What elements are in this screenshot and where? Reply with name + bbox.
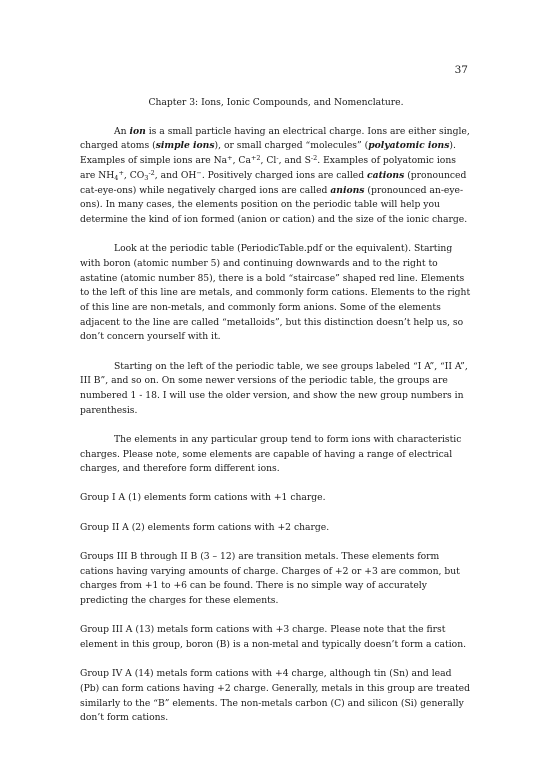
formula-ammonium (98, 170, 124, 181)
formula-text: NH (98, 169, 115, 181)
charge-superscript: − (196, 168, 202, 177)
paragraph-characteristic-charges: The elements in any particular group tend to form ions with characteristic charges. Please note, some elements are capable of having a range of electrical charges, and therefore form different ions. (80, 433, 462, 475)
charge-superscript: - (276, 154, 279, 163)
text-run: , Ca (232, 155, 251, 167)
paragraph-transition-metals: Groups III B through II B (3 – 12) are transition metals. These elements form cations having varying amounts of charge. Charges of +2 or +3 are common, but charges from +1 to +6 can be found. There is no simple way of accurately predicting the charges for these elements. (80, 550, 460, 606)
text-run: An (114, 125, 130, 137)
charge-superscript: + (118, 168, 124, 177)
formula-subscript: 3 (144, 173, 149, 182)
term-polyatomic-ions: polyatomic ions (368, 140, 450, 152)
term-ion: ion (129, 125, 146, 137)
paragraph-ion-definition (80, 125, 472, 228)
formula-subscript: 4 (114, 173, 119, 182)
charge-superscript: + (227, 154, 233, 163)
text-run: (pronounced cat-eye-ons) while negatively charged ions are called (80, 169, 467, 196)
paragraph-periodic-table: Look at the periodic table (PeriodicTable.pdf or the equivalent). Starting with boron (atomic number 5) and continuing downwards and to the right to astatine (atomic number 85), there is a bold “staircase” shaped red line. Elements to the left of this line are metals, and commonly form cations. Elements to the right of this line are non-metals, and commonly form anions. Some of the elements adjacent to the line are called “metalloids”, but this distinction doesn’t help us, so don’t concern yourself with it. (80, 243, 471, 343)
chapter-title: Chapter 3: Ions, Ionic Compounds, and Nomenclature. (148, 97, 404, 108)
text-run: (pronounced an-eye-ons). In many cases, the elements position on the periodic table will help you determine the kind of ion formed (anion or cation) and the size of the ionic charge. (80, 184, 468, 225)
text-run: , and OH (154, 169, 197, 181)
charge-superscript: +2 (250, 154, 261, 163)
paragraph-group-1a: Group I A (1) elements form cations with +1 charge. (80, 492, 326, 504)
text-run: ). Examples of simple ions are Na (80, 140, 456, 167)
page-number: 37 (454, 64, 468, 76)
charge-superscript: -2 (310, 154, 318, 163)
page-content (80, 96, 472, 740)
paragraph-group-4a: Group IV A (14) metals form cations with +4 charge, although tin (Sn) and lead (Pb) can form cations having +2 charge. Generally, metals in this group are treated similarly to the “B” elements. The non-metals carbon (C) and silicon (Si) generally don’t form cations. (80, 668, 471, 724)
paragraph-group-3a: Group III A (13) metals form cations with +3 charge. Please note that the first element in this group, boron (B) is a non-metal and typically doesn’t form a cation. (80, 624, 467, 650)
text-run: ), or small charged “molecules” ( (214, 140, 369, 152)
text-run: , CO (123, 169, 145, 181)
term-cations: cations (367, 169, 405, 181)
term-anions: anions (330, 184, 365, 196)
text-run: . Examples of polyatomic ions are (80, 155, 456, 181)
text-run: , and S (278, 155, 311, 167)
text-run: , Cl (260, 155, 277, 167)
paragraph-group-2a: Group II A (2) elements form cations with +2 charge. (80, 521, 330, 533)
text-run: . Positively charged ions are called (201, 169, 368, 181)
paragraph-group-labels: Starting on the left of the periodic table, we see groups labeled “I A”, “II A”, III B”, and so on. On some newer versions of the periodic table, the groups are numbered 1 - 18. I will use the older version, and show the new group numbers in parenthesis. (80, 360, 468, 416)
charge-superscript: -2 (148, 168, 155, 177)
term-simple-ions: simple ions (155, 140, 215, 152)
text-run: is a small particle having an electrical charge. Ions are either single, charged atoms ( (80, 125, 470, 152)
